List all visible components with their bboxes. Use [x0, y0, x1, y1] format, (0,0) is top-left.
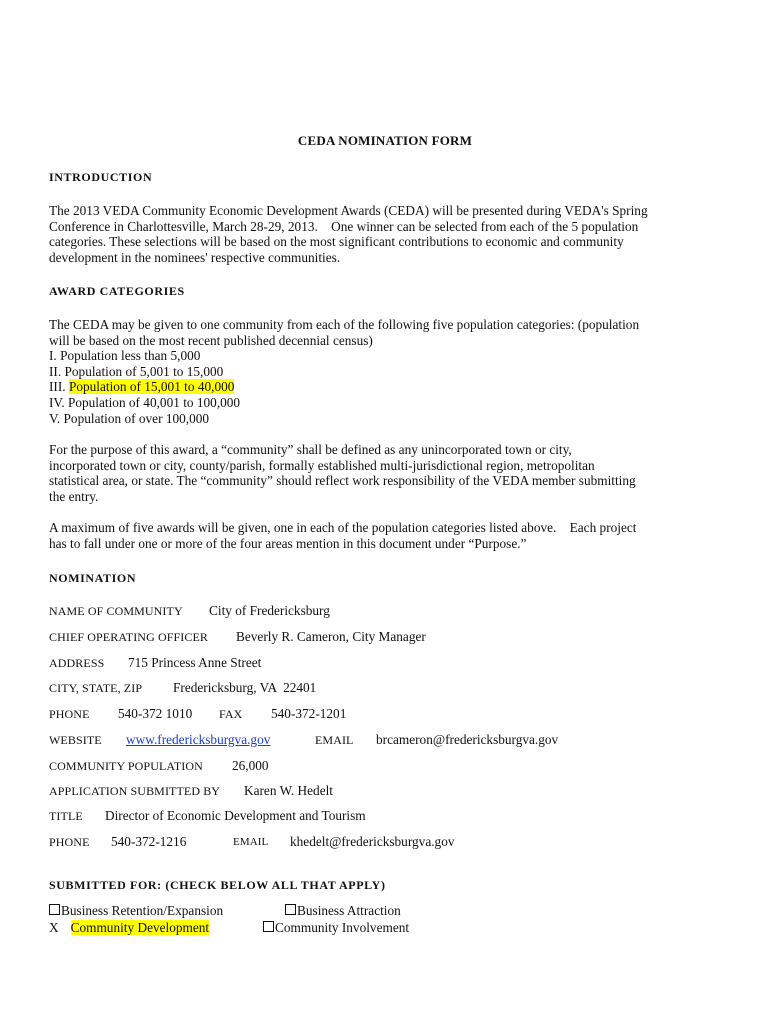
- community-line: For the purpose of this award, a “community” shall be defined as any unincorporated town or city,: [49, 442, 572, 457]
- fax-label: FAX: [219, 707, 243, 721]
- award-intro-line: will be based on the most recent published decennial census): [49, 332, 373, 348]
- introduction-paragraph: [49, 203, 729, 265]
- maximum-line: A maximum of five awards will be given, one in each of the population categories listed above. Each project: [49, 520, 637, 535]
- name-of-community-label: NAME OF COMMUNITY: [49, 604, 183, 618]
- option-community-involvement[interactable]: [263, 920, 409, 936]
- option-label: Business Retention/Expansion: [61, 903, 224, 918]
- contact-email-label: EMAIL: [233, 836, 269, 848]
- chief-operating-officer-value: Beverly R. Cameron, City Manager: [236, 629, 426, 644]
- phone-label: PHONE: [49, 707, 90, 721]
- checkbox-empty-icon[interactable]: [285, 904, 296, 915]
- option-label-highlighted: Community Development: [70, 920, 210, 935]
- phone-value: 540-372 1010: [118, 706, 193, 721]
- checked-x-mark: X: [49, 920, 59, 935]
- category-item-highlighted: [49, 379, 729, 395]
- option-business-retention[interactable]: [49, 903, 223, 919]
- category-item: I. Population less than 5,000: [49, 348, 201, 364]
- option-community-development[interactable]: [49, 920, 209, 936]
- city-state-zip-value: Fredericksburg, VA 22401: [173, 680, 317, 695]
- contact-phone-value: 540-372-1216: [111, 834, 187, 849]
- website-link[interactable]: www.fredericksburgva.gov: [126, 732, 271, 747]
- maximum-awards-paragraph: [49, 520, 729, 551]
- application-submitted-by-label: APPLICATION SUBMITTED BY: [49, 784, 221, 798]
- highlighted-category: Population of 15,001 to 40,000: [68, 379, 235, 395]
- email-label: EMAIL: [315, 733, 354, 747]
- intro-line: The 2013 VEDA Community Economic Development Awards (CEDA) will be presented during VEDA's Spring: [49, 203, 648, 218]
- award-categories-paragraph: [49, 317, 729, 426]
- submitted-for-heading: SUBMITTED FOR: (CHECK BELOW ALL THAT APPLY): [49, 878, 386, 892]
- form-title: CEDA NOMINATION FORM: [297, 133, 473, 148]
- email-value: brcameron@fredericksburgva.gov: [376, 732, 559, 747]
- community-line: incorporated town or city, county/parish, formally established multi-jurisdictional region, metropolitan: [49, 457, 595, 473]
- category-prefix: III.: [49, 379, 69, 395]
- community-line: statistical area, or state. The “community” should reflect work responsibility of the VEDA member submitting: [49, 473, 636, 489]
- name-of-community-value: City of Fredericksburg: [209, 603, 330, 618]
- checkbox-empty-icon[interactable]: [263, 921, 274, 932]
- nomination-heading: NOMINATION: [49, 571, 137, 585]
- option-label: Community Involvement: [275, 920, 410, 935]
- intro-line: categories. These selections will be based on the most significant contributions to economic and community: [49, 234, 624, 250]
- contact-email-value: khedelt@fredericksburgva.gov: [290, 834, 455, 849]
- category-item: II. Population of 5,001 to 15,000: [49, 363, 224, 379]
- application-submitted-by-value: Karen W. Hedelt: [244, 783, 333, 798]
- chief-operating-officer-label: CHIEF OPERATING OFFICER: [49, 630, 208, 644]
- contact-phone-label: PHONE: [49, 835, 90, 849]
- checkbox-empty-icon[interactable]: [49, 904, 60, 915]
- award-intro-line: The CEDA may be given to one community from each of the following five population categories: (population: [49, 317, 640, 332]
- community-population-value: 26,000: [232, 758, 269, 773]
- community-population-label: COMMUNITY POPULATION: [49, 759, 203, 773]
- city-state-zip-label: CITY, STATE, ZIP: [49, 681, 143, 695]
- award-categories-heading: AWARD CATEGORIES: [49, 284, 185, 298]
- intro-line: Conference in Charlottesville, March 28-29, 2013. One winner can be selected from each of the 5 population: [49, 218, 639, 234]
- option-business-attraction[interactable]: [285, 903, 401, 919]
- website-label: WEBSITE: [49, 733, 102, 747]
- fax-value: 540-372-1201: [271, 706, 347, 721]
- community-definition-paragraph: [49, 442, 729, 504]
- category-item: IV. Population of 40,001 to 100,000: [49, 394, 241, 410]
- address-value: 715 Princess Anne Street: [128, 655, 262, 670]
- community-line: the entry.: [49, 488, 99, 504]
- title-label: TITLE: [49, 809, 83, 823]
- introduction-heading: INTRODUCTION: [49, 170, 153, 184]
- option-label: Business Attraction: [297, 903, 401, 918]
- category-item: V. Population of over 100,000: [49, 410, 210, 426]
- title-value: Director of Economic Development and Tourism: [105, 808, 366, 823]
- address-label: ADDRESS: [49, 656, 105, 670]
- maximum-line: has to fall under one or more of the four areas mention in this document under “Purpose.”: [49, 535, 527, 551]
- intro-line: development in the nominees' respective communities.: [49, 249, 341, 265]
